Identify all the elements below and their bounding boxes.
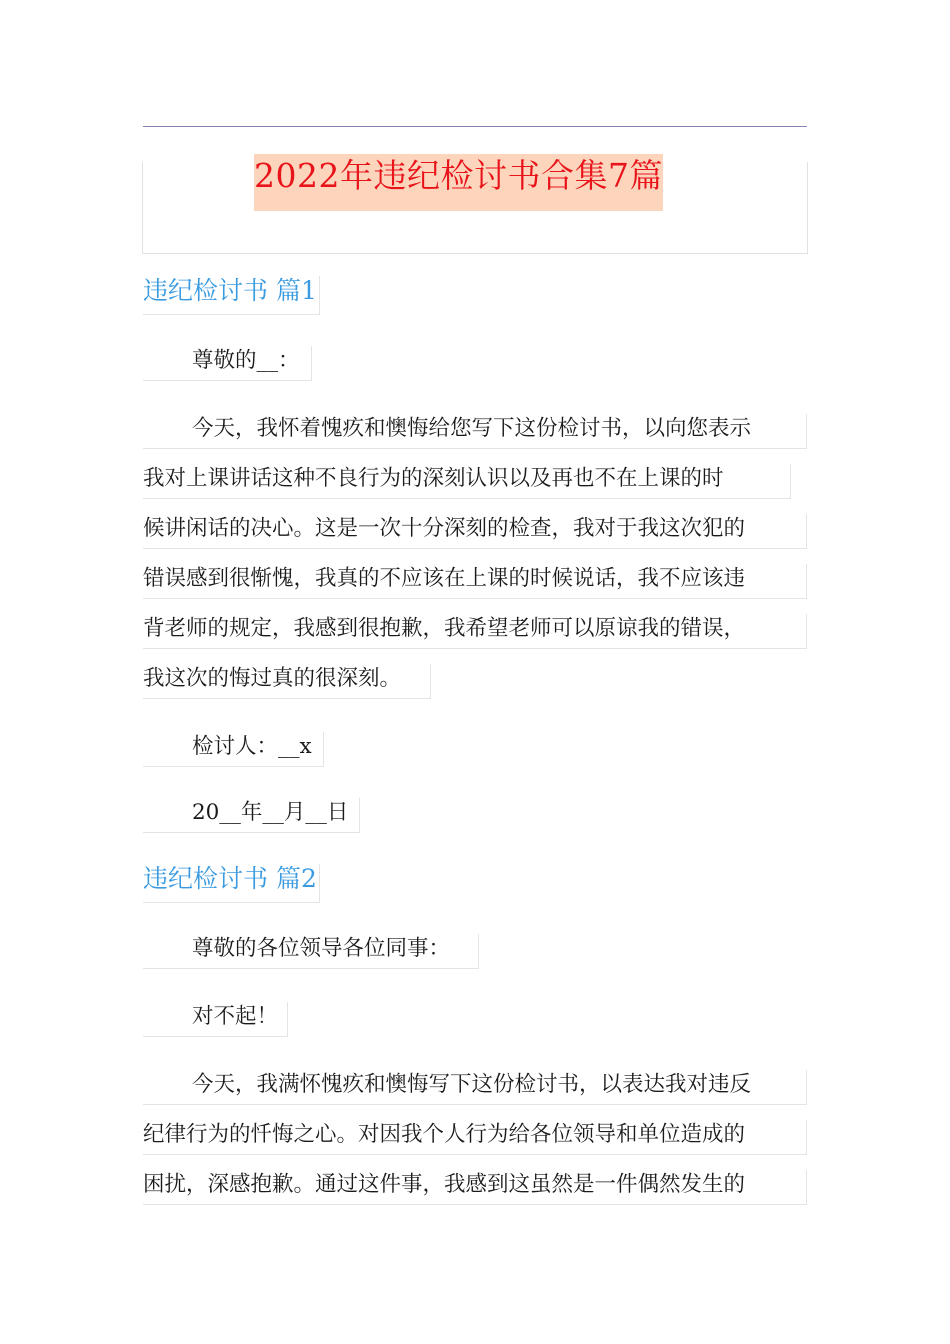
- paragraph-1-line-5: 背老师的规定，我感到很抱歉，我希望老师可以原谅我的错误，: [143, 614, 807, 649]
- paragraph-1-line-2: 我对上课讲话这种不良行为的深刻认识以及再也不在上课的时: [143, 464, 791, 499]
- salutation-2: 尊敬的各位领导各位同事：: [143, 934, 479, 969]
- paragraph-2-line-3: 困扰，深感抱歉。通过这件事，我感到这虽然是一件偶然发生的: [143, 1170, 807, 1205]
- paragraph-1-line-1: 今天，我怀着愧疚和懊悔给您写下这份检讨书，以向您表示: [143, 414, 807, 449]
- apology-line: 对不起！: [143, 1002, 288, 1037]
- signer-line-1: 检讨人：__x: [143, 732, 324, 767]
- paragraph-1-line-6: 我这次的悔过真的很深刻。: [143, 664, 431, 699]
- section-heading-2: 违纪检讨书 篇2: [143, 864, 320, 903]
- paragraph-2-line-2: 纪律行为的忏悔之心。对因我个人行为给各位领导和单位造成的: [143, 1120, 807, 1155]
- paragraph-1-line-4: 错误感到很惭愧，我真的不应该在上课的时候说话，我不应该违: [143, 564, 807, 599]
- salutation-1: 尊敬的__：: [143, 346, 312, 381]
- paragraph-1-line-3: 候讲闲话的决心。这是一次十分深刻的检查，我对于我这次犯的: [143, 514, 807, 549]
- section-heading-1: 违纪检讨书 篇1: [143, 276, 320, 315]
- document-title: 2022年违纪检讨书合集7篇: [254, 154, 663, 211]
- paragraph-2-line-1: 今天，我满怀愧疚和懊悔写下这份检讨书，以表达我对违反: [143, 1070, 807, 1105]
- header-rule: [143, 126, 807, 127]
- date-line-1: 20__年__月__日: [143, 798, 360, 833]
